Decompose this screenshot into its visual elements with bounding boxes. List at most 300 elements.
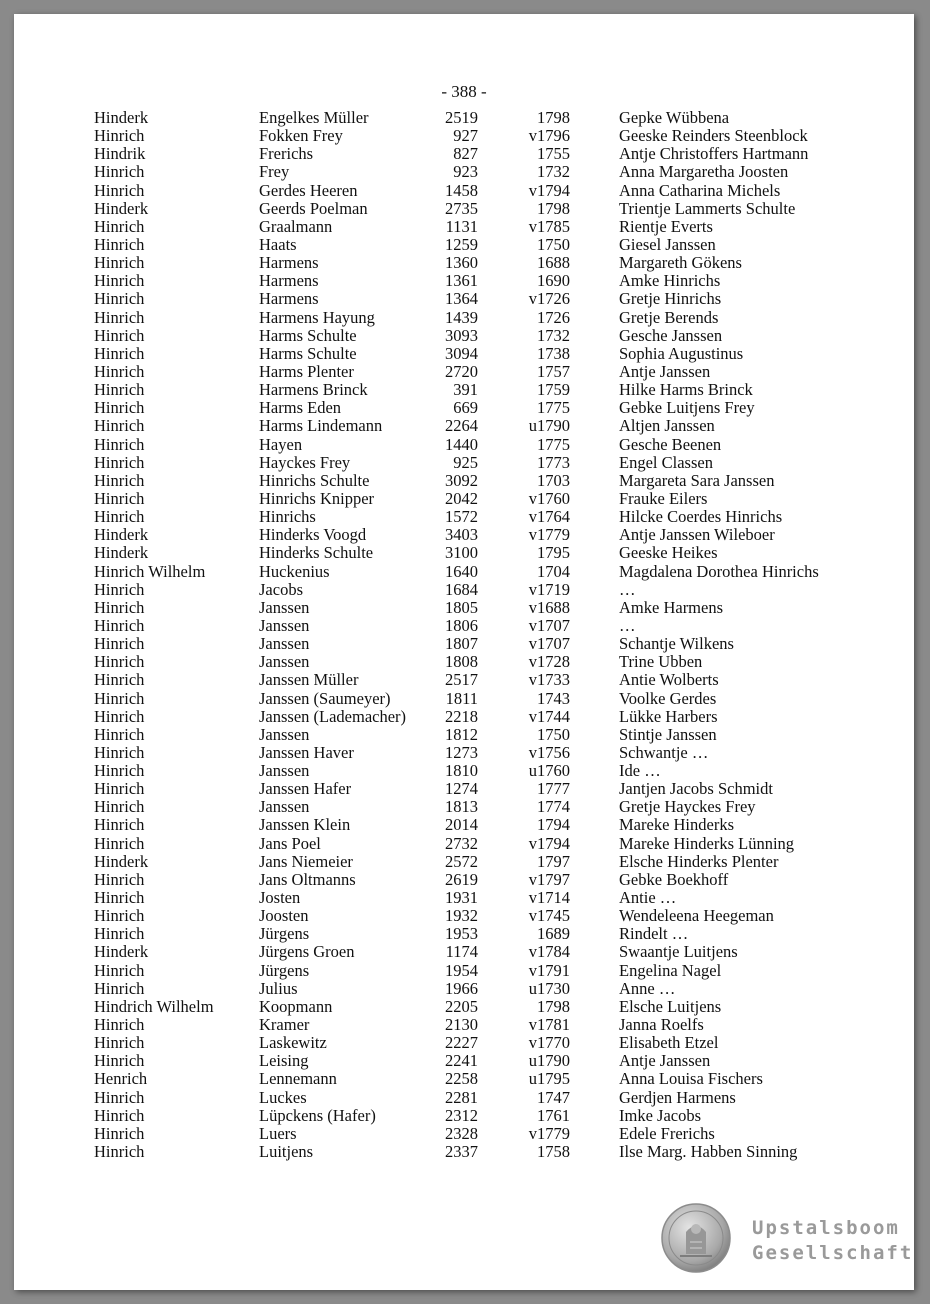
cell-spouse: Hilcke Coerdes Hinrichs <box>619 507 783 527</box>
table-row <box>94 690 854 708</box>
cell-spouse: Antje Janssen <box>619 361 711 381</box>
cell-year: 1798 <box>537 108 570 127</box>
cell-year: v1785 <box>528 216 570 236</box>
table-row <box>94 726 854 744</box>
cell-family: Graalmann <box>259 216 333 236</box>
cell-given: Hinrich <box>94 1051 145 1071</box>
cell-nr: 2264 <box>445 416 478 436</box>
cell-given: Hinrich <box>94 924 145 944</box>
cell-spouse: Swaantje Luitjens <box>619 942 738 962</box>
cell-given: Hinrich <box>94 361 145 381</box>
cell-given: Hinrich <box>94 271 145 291</box>
cell-given: Hinrich <box>94 289 145 309</box>
cell-family: Jans Niemeier <box>259 851 353 871</box>
cell-nr: 1361 <box>445 271 478 291</box>
cell-nr: 1931 <box>445 888 478 908</box>
cell-given: Hinrich <box>94 507 145 527</box>
cell-given: Hinrich <box>94 779 145 799</box>
cell-family: Haats <box>259 234 297 254</box>
cell-given: Hinrich <box>94 416 145 436</box>
cell-nr: 1684 <box>445 579 478 599</box>
cell-spouse: Anne … <box>619 978 676 998</box>
cell-nr: 2312 <box>445 1105 478 1125</box>
cell-year: 1743 <box>537 688 570 708</box>
cell-nr: 2218 <box>445 706 478 726</box>
cell-given: Hinrich <box>94 1123 145 1143</box>
table-row <box>94 127 854 145</box>
cell-year: v1796 <box>528 126 570 146</box>
table-row <box>94 889 854 907</box>
table-row <box>94 617 854 635</box>
cell-given: Hinrich <box>94 1033 145 1053</box>
cell-spouse: Edele Frerichs <box>619 1123 715 1143</box>
cell-year: v1728 <box>528 652 570 672</box>
page-number: - 388 - <box>441 82 487 101</box>
cell-spouse: Mareke Hinderks Lünning <box>619 833 795 853</box>
cell-spouse: Jantjen Jacobs Schmidt <box>619 779 773 799</box>
cell-nr: 2328 <box>445 1123 478 1143</box>
cell-nr: 2732 <box>445 833 478 853</box>
cell-year: 1797 <box>537 851 570 871</box>
cell-family: Gerdes Heeren <box>259 180 358 200</box>
cell-year: 1759 <box>537 380 570 400</box>
cell-year: 1755 <box>537 144 570 164</box>
table-row <box>94 182 854 200</box>
cell-family: Janssen <box>259 634 310 654</box>
cell-nr: 1953 <box>445 924 478 944</box>
table-row <box>94 309 854 327</box>
cell-given: Hinrich <box>94 1142 145 1162</box>
cell-nr: 2572 <box>445 851 478 871</box>
cell-year: 1732 <box>537 162 570 182</box>
cell-family: Luckes <box>259 1087 307 1107</box>
cell-nr: 1131 <box>445 216 478 236</box>
cell-family: Hinrichs Schulte <box>259 470 370 490</box>
cell-family: Harmens Brinck <box>259 380 368 400</box>
cell-family: Lüpckens (Hafer) <box>259 1105 376 1125</box>
cell-family: Jacobs <box>259 579 303 599</box>
cell-family: Janssen (Lademacher) <box>259 706 407 726</box>
cell-spouse: Anna Margaretha Joosten <box>619 162 789 182</box>
cell-family: Jürgens Groen <box>259 942 355 962</box>
cell-nr: 923 <box>453 162 478 182</box>
cell-family: Frerichs <box>259 144 314 164</box>
cell-family: Frey <box>259 162 290 182</box>
cell-year: 1703 <box>537 470 570 490</box>
cell-year: v1784 <box>528 942 570 962</box>
cell-nr: 1273 <box>445 742 478 762</box>
cell-nr: 2042 <box>445 488 478 508</box>
cell-family: Janssen <box>259 615 310 635</box>
cell-given: Hinrich <box>94 706 145 726</box>
cell-spouse: Elisabeth Etzel <box>619 1033 719 1053</box>
cell-nr: 1966 <box>445 978 478 998</box>
cell-year: v1770 <box>528 1033 570 1053</box>
cell-family: Janssen Klein <box>259 815 351 835</box>
table-row <box>94 744 854 762</box>
cell-spouse: Gretje Berends <box>619 307 719 327</box>
cell-given: Hinrich <box>94 888 145 908</box>
cell-family: Engelkes Müller <box>259 108 369 127</box>
cell-spouse: Imke Jacobs <box>619 1105 702 1125</box>
cell-spouse: Hilke Harms Brinck <box>619 380 753 400</box>
table-row <box>94 871 854 889</box>
cell-spouse: Gerdjen Harmens <box>619 1087 736 1107</box>
table-row <box>94 163 854 181</box>
cell-year: u1760 <box>528 761 570 781</box>
cell-spouse: Anna Louisa Fischers <box>619 1069 763 1089</box>
cell-family: Hayen <box>259 434 303 454</box>
cell-spouse: Geeske Heikes <box>619 543 718 563</box>
cell-given: Henrich <box>94 1069 148 1089</box>
cell-nr: 925 <box>453 452 478 472</box>
cell-given: Hindrik <box>94 144 146 164</box>
cell-spouse: Anna Catharina Michels <box>619 180 781 200</box>
cell-nr: 3092 <box>445 470 478 490</box>
cell-year: v1764 <box>528 507 570 527</box>
cell-nr: 1807 <box>445 634 478 654</box>
genealogy-register-table <box>94 109 854 1161</box>
table-row <box>94 399 854 417</box>
cell-nr: 2241 <box>445 1051 478 1071</box>
cell-year: v1794 <box>528 833 570 853</box>
cell-given: Hinrich <box>94 1105 145 1125</box>
cell-given: Hinrich <box>94 761 145 781</box>
table-row <box>94 327 854 345</box>
cell-spouse: Engel Classen <box>619 452 713 472</box>
cell-family: Harms Schulte <box>259 325 357 345</box>
cell-given: Hinrich <box>94 742 145 762</box>
cell-nr: 827 <box>453 144 478 164</box>
cell-year: 1758 <box>537 1142 570 1162</box>
table-row <box>94 1016 854 1034</box>
cell-given: Hinrich <box>94 343 145 363</box>
cell-given: Hinrich <box>94 180 145 200</box>
cell-nr: 2205 <box>445 996 478 1016</box>
cell-given: Hinrich <box>94 597 145 617</box>
cell-year: 1704 <box>537 561 570 581</box>
table-row <box>94 472 854 490</box>
table-row <box>94 581 854 599</box>
table-row <box>94 1143 854 1161</box>
cell-year: 1795 <box>537 543 570 563</box>
cell-nr: 2130 <box>445 1015 478 1035</box>
cell-year: v1714 <box>528 888 570 908</box>
cell-given: Hinrich <box>94 869 145 889</box>
cell-family: Hinrichs <box>259 507 316 527</box>
cell-given: Hinderk <box>94 942 149 962</box>
cell-year: 1777 <box>537 779 570 799</box>
cell-given: Hinrich <box>94 488 145 508</box>
cell-nr: 391 <box>453 380 478 400</box>
seal-icon <box>660 1202 732 1274</box>
cell-spouse: Margareth Gökens <box>619 253 742 273</box>
cell-family: Janssen <box>259 761 310 781</box>
cell-spouse: Antie … <box>619 888 677 908</box>
cell-given: Hinrich <box>94 1087 145 1107</box>
table-row <box>94 816 854 834</box>
table-row <box>94 653 854 671</box>
cell-year: v1707 <box>528 634 570 654</box>
cell-spouse: Sophia Augustinus <box>619 343 744 363</box>
cell-nr: 927 <box>453 126 478 146</box>
cell-given: Hinrich <box>94 670 145 690</box>
cell-given: Hinrich <box>94 688 145 708</box>
cell-spouse: Gretje Hayckes Frey <box>619 797 756 817</box>
cell-given: Hinrich <box>94 234 145 254</box>
table-row <box>94 835 854 853</box>
table-row <box>94 200 854 218</box>
cell-family: Janssen <box>259 797 310 817</box>
cell-spouse: Stintje Janssen <box>619 724 717 744</box>
cell-year: 1750 <box>537 724 570 744</box>
cell-family: Luitjens <box>259 1142 314 1162</box>
cell-nr: 1808 <box>445 652 478 672</box>
cell-given: Hinrich <box>94 906 145 926</box>
cell-spouse: Gebke Boekhoff <box>619 869 729 889</box>
cell-nr: 1932 <box>445 906 478 926</box>
cell-family: Geerds Poelman <box>259 198 368 218</box>
cell-spouse: Frauke Eilers <box>619 488 708 508</box>
table-row <box>94 1070 854 1088</box>
cell-year: 1775 <box>537 434 570 454</box>
cell-given: Hinrich <box>94 815 145 835</box>
cell-year: 1726 <box>537 307 570 327</box>
table-row <box>94 272 854 290</box>
cell-nr: 3100 <box>445 543 478 563</box>
cell-family: Harms Plenter <box>259 361 354 381</box>
cell-nr: 2014 <box>445 815 478 835</box>
upstalsboom-gesellschaft-logo <box>660 1202 914 1278</box>
cell-given: Hinrich <box>94 797 145 817</box>
cell-year: 1738 <box>537 343 570 363</box>
cell-year: 1757 <box>537 361 570 381</box>
cell-spouse: … <box>619 615 636 635</box>
cell-family: Janssen Haver <box>259 742 354 762</box>
table-row <box>94 1107 854 1125</box>
cell-family: Harms Eden <box>259 398 342 418</box>
cell-nr: 1954 <box>445 960 478 980</box>
cell-family: Janssen <box>259 597 310 617</box>
organization-name <box>752 1216 913 1266</box>
table-row <box>94 109 854 127</box>
cell-year: v1707 <box>528 615 570 635</box>
cell-year: 1747 <box>537 1087 570 1107</box>
cell-family: Harmens <box>259 253 319 273</box>
cell-family: Janssen <box>259 652 310 672</box>
cell-given: Hinrich <box>94 652 145 672</box>
cell-family: Harmens Hayung <box>259 307 375 327</box>
organization-name-line2: Gesellschaft <box>752 1242 914 1264</box>
cell-nr: 2281 <box>445 1087 478 1107</box>
cell-nr: 2619 <box>445 869 478 889</box>
cell-nr: 2337 <box>445 1142 478 1162</box>
table-row <box>94 962 854 980</box>
cell-given: Hinrich <box>94 434 145 454</box>
cell-year: v1719 <box>528 579 570 599</box>
cell-nr: 1440 <box>445 434 478 454</box>
cell-spouse: Margareta Sara Janssen <box>619 470 775 490</box>
cell-given: Hinderk <box>94 198 149 218</box>
table-row <box>94 798 854 816</box>
cell-given: Hinrich <box>94 380 145 400</box>
table-row <box>94 980 854 998</box>
cell-spouse: Gesche Janssen <box>619 325 723 345</box>
cell-family: Luers <box>259 1123 297 1143</box>
cell-given: Hinrich <box>94 960 145 980</box>
cell-nr: 1811 <box>445 688 478 708</box>
cell-year: v1760 <box>528 488 570 508</box>
cell-year: 1775 <box>537 398 570 418</box>
cell-given: Hinrich <box>94 325 145 345</box>
cell-family: Laskewitz <box>259 1033 327 1053</box>
cell-family: Huckenius <box>259 561 330 581</box>
cell-spouse: Rindelt … <box>619 924 689 944</box>
cell-spouse: Antje Christoffers Hartmann <box>619 144 809 164</box>
cell-given: Hinrich <box>94 126 145 146</box>
cell-nr: 2519 <box>445 108 478 127</box>
cell-year: v1794 <box>528 180 570 200</box>
cell-spouse: Amke Hinrichs <box>619 271 721 291</box>
cell-nr: 3093 <box>445 325 478 345</box>
table-row <box>94 436 854 454</box>
cell-family: Joosten <box>259 906 309 926</box>
cell-nr: 1813 <box>445 797 478 817</box>
table-row <box>94 218 854 236</box>
cell-spouse: Antje Janssen <box>619 1051 711 1071</box>
cell-given: Hinrich <box>94 615 145 635</box>
cell-given: Hinrich <box>94 978 145 998</box>
table-row <box>94 290 854 308</box>
table-row <box>94 1052 854 1070</box>
cell-year: 1761 <box>537 1105 570 1125</box>
cell-given: Hinrich <box>94 452 145 472</box>
cell-family: Janssen Hafer <box>259 779 352 799</box>
cell-family: Harms Lindemann <box>259 416 383 436</box>
cell-nr: 1274 <box>445 779 478 799</box>
cell-year: v1791 <box>528 960 570 980</box>
cell-given: Hinrich Wilhelm <box>94 561 206 581</box>
cell-spouse: Schwantje … <box>619 742 709 762</box>
cell-given: Hinderk <box>94 851 149 871</box>
cell-family: Lennemann <box>259 1069 337 1089</box>
table-row <box>94 454 854 472</box>
cell-year: v1744 <box>528 706 570 726</box>
cell-spouse: Ide … <box>619 761 661 781</box>
cell-year: u1790 <box>528 416 570 436</box>
cell-spouse: Rientje Everts <box>619 216 713 236</box>
cell-family: Jans Oltmanns <box>259 869 356 889</box>
cell-family: Hinderks Schulte <box>259 543 374 563</box>
cell-year: 1689 <box>537 924 570 944</box>
cell-year: 1773 <box>537 452 570 472</box>
table-row <box>94 563 854 581</box>
cell-family: Julius <box>259 978 298 998</box>
cell-family: Hinderks Voogd <box>259 525 367 545</box>
cell-given: Hinrich <box>94 724 145 744</box>
cell-family: Janssen (Saumeyer) <box>259 688 391 708</box>
cell-nr: 1812 <box>445 724 478 744</box>
cell-family: Koopmann <box>259 996 333 1016</box>
cell-given: Hinrich <box>94 216 145 236</box>
cell-nr: 3094 <box>445 343 478 363</box>
cell-nr: 2258 <box>445 1069 478 1089</box>
table-row <box>94 363 854 381</box>
cell-year: 1688 <box>537 253 570 273</box>
cell-year: 1690 <box>537 271 570 291</box>
document-page <box>14 14 914 1290</box>
cell-spouse: Antie Wolberts <box>619 670 719 690</box>
cell-year: 1798 <box>537 198 570 218</box>
cell-family: Jürgens <box>259 924 310 944</box>
organization-name-line1: Upstalsboom <box>752 1217 900 1239</box>
cell-year: v1797 <box>528 869 570 889</box>
table-row <box>94 853 854 871</box>
cell-spouse: Elsche Luitjens <box>619 996 722 1016</box>
cell-family: Leising <box>259 1051 309 1071</box>
table-row <box>94 599 854 617</box>
cell-year: u1730 <box>528 978 570 998</box>
cell-spouse: Wendeleena Heegeman <box>619 906 774 926</box>
cell-given: Hinrich <box>94 579 145 599</box>
cell-given: Hinrich <box>94 253 145 273</box>
cell-family: Kramer <box>259 1015 310 1035</box>
cell-family: Hinrichs Knipper <box>259 488 375 508</box>
cell-nr: 1360 <box>445 253 478 273</box>
cell-year: v1726 <box>528 289 570 309</box>
cell-spouse: Trientje Lammerts Schulte <box>619 198 796 218</box>
cell-given: Hinderk <box>94 108 149 127</box>
cell-nr: 1572 <box>445 507 478 527</box>
cell-nr: 2735 <box>445 198 478 218</box>
table-row <box>94 254 854 272</box>
cell-nr: 1458 <box>445 180 478 200</box>
cell-nr: 1640 <box>445 561 478 581</box>
cell-spouse: … <box>619 579 636 599</box>
table-row <box>94 544 854 562</box>
cell-family: Hayckes Frey <box>259 452 351 472</box>
cell-year: v1688 <box>528 597 570 617</box>
cell-spouse: Gretje Hinrichs <box>619 289 722 309</box>
table-row <box>94 508 854 526</box>
table-row <box>94 780 854 798</box>
cell-year: v1745 <box>528 906 570 926</box>
cell-family: Jans Poel <box>259 833 321 853</box>
cell-family: Janssen Müller <box>259 670 359 690</box>
table-row <box>94 762 854 780</box>
cell-family: Josten <box>259 888 301 908</box>
cell-family: Jürgens <box>259 960 310 980</box>
cell-spouse: Schantje Wilkens <box>619 634 734 654</box>
cell-family: Janssen <box>259 724 310 744</box>
cell-nr: 1174 <box>445 942 478 962</box>
cell-nr: 1439 <box>445 307 478 327</box>
cell-year: 1732 <box>537 325 570 345</box>
cell-spouse: Altjen Janssen <box>619 416 715 436</box>
table-row <box>94 1089 854 1107</box>
cell-spouse: Elsche Hinderks Plenter <box>619 851 779 871</box>
cell-year: 1794 <box>537 815 570 835</box>
cell-year: 1798 <box>537 996 570 1016</box>
cell-year: 1774 <box>537 797 570 817</box>
cell-nr: 1805 <box>445 597 478 617</box>
cell-spouse: Giesel Janssen <box>619 234 716 254</box>
cell-given: Hinrich <box>94 470 145 490</box>
cell-family: Fokken Frey <box>259 126 343 146</box>
cell-year: v1756 <box>528 742 570 762</box>
cell-given: Hindrich Wilhelm <box>94 996 214 1016</box>
cell-year: v1779 <box>528 525 570 545</box>
